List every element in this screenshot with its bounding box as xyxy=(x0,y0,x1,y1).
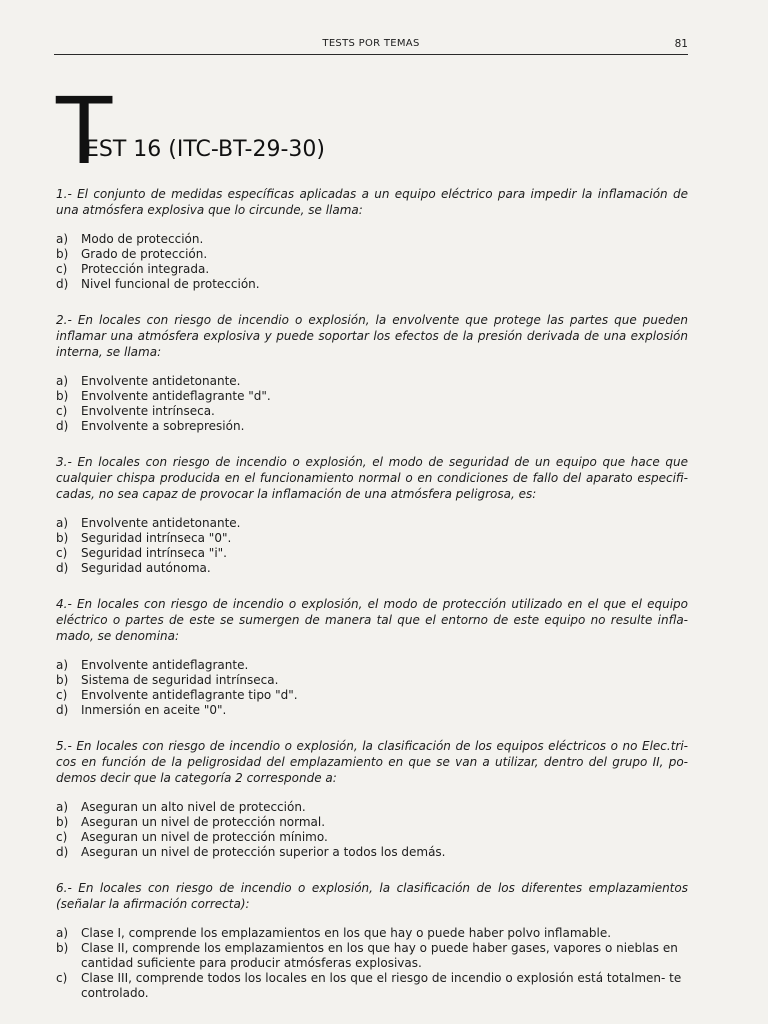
option-letter: c) xyxy=(56,404,68,418)
option-letter: c) xyxy=(56,262,68,276)
option-c xyxy=(56,971,688,1001)
option-text: Clase II, comprende los emplazamientos en los que hay o puede haber gases, vapores o nieblas en cantidad suficiente para producir atmósferas explosivas. xyxy=(81,941,678,970)
option-list xyxy=(56,232,688,292)
spacer xyxy=(56,292,688,312)
option-text: Envolvente antidetonante. xyxy=(81,516,241,530)
option-c xyxy=(56,688,688,703)
option-text: Seguridad intrínseca "0". xyxy=(81,531,232,545)
option-d xyxy=(56,703,688,718)
option-text: Aseguran un nivel de protección superior a todos los demás. xyxy=(81,845,446,859)
running-header-title: TESTS POR TEMAS xyxy=(322,38,420,49)
option-letter: a) xyxy=(56,658,69,672)
option-letter: b) xyxy=(56,673,69,687)
option-text: Envolvente antidetonante. xyxy=(81,374,241,388)
option-letter: a) xyxy=(56,374,69,388)
option-letter: b) xyxy=(56,247,69,261)
option-letter: c) xyxy=(56,546,68,560)
option-c xyxy=(56,830,688,845)
option-text: Clase III, comprende todos los locales en los que el riesgo de incendio o explosión está totalmen- te controlado. xyxy=(81,971,682,1000)
option-text: Grado de protección. xyxy=(81,247,208,261)
option-letter: d) xyxy=(56,419,69,433)
option-letter: b) xyxy=(56,389,69,403)
option-text: Envolvente intrínseca. xyxy=(81,404,215,418)
option-letter: d) xyxy=(56,277,69,291)
question-stem xyxy=(56,596,688,644)
option-b xyxy=(56,531,688,546)
questions-list xyxy=(56,186,688,1001)
option-letter: c) xyxy=(56,830,68,844)
option-letter: d) xyxy=(56,845,69,859)
option-text: Envolvente antideflagrante tipo "d". xyxy=(81,688,298,702)
page-number: 81 xyxy=(674,38,688,50)
question-5 xyxy=(56,738,688,860)
option-list xyxy=(56,800,688,860)
question-text: En locales con riesgo de incendio o explosión, la envolvente que protege las partes que pueden inflamar una atmósfera explosiva y puede soportar los efectos de la presión derivada de una explosión interna, se llama: xyxy=(56,313,688,359)
question-stem xyxy=(56,312,688,360)
option-b xyxy=(56,389,688,404)
option-text: Inmersión en aceite "0". xyxy=(81,703,227,717)
option-b xyxy=(56,941,688,971)
option-letter: b) xyxy=(56,531,69,545)
option-text: Seguridad autónoma. xyxy=(81,561,211,575)
question-number: 4.- xyxy=(56,597,72,611)
question-stem xyxy=(56,454,688,502)
option-letter: b) xyxy=(56,941,69,955)
option-b xyxy=(56,673,688,688)
option-letter: d) xyxy=(56,703,69,717)
title-drop-cap: T xyxy=(56,78,113,185)
question-1 xyxy=(56,186,688,292)
question-text: En locales con riesgo de incendio o explosión, la clasificación de los equipos eléctricos o no Elec.tri- cos en función de la peligrosidad del emplazamiento en que se van a utilizar, dentro del grupo II, po- demos decir que la categoría 2 corresponde a: xyxy=(56,739,688,785)
option-list xyxy=(56,926,688,1001)
question-number: 6.- xyxy=(56,881,72,895)
option-list xyxy=(56,374,688,434)
question-stem xyxy=(56,880,688,912)
question-text: El conjunto de medidas específicas aplicadas a un equipo eléctrico para impedir la inflamación de una atmósfera explosiva que lo circunde, se llama: xyxy=(56,187,688,217)
option-text: Aseguran un alto nivel de protección. xyxy=(81,800,306,814)
option-d xyxy=(56,277,688,292)
test-title xyxy=(56,78,656,185)
option-d xyxy=(56,845,688,860)
question-number: 1.- xyxy=(56,187,72,201)
option-text: Clase I, comprende los emplazamientos en los que hay o puede haber polvo inflamable. xyxy=(81,926,612,940)
question-3 xyxy=(56,454,688,576)
question-stem xyxy=(56,738,688,786)
option-list xyxy=(56,516,688,576)
option-a xyxy=(56,800,688,815)
option-text: Protección integrada. xyxy=(81,262,210,276)
question-number: 5.- xyxy=(56,739,72,753)
question-4 xyxy=(56,596,688,718)
option-text: Envolvente a sobrepresión. xyxy=(81,419,245,433)
question-text: En locales con riesgo de incendio o explosión, el modo de seguridad de un equipo que hace que cualquier chispa producida en el funcionamiento normal o en condiciones de fallo del aparato especifi- cadas, no sea capaz de provocar la inflamación de una atmósfera peligrosa, es: xyxy=(56,455,688,501)
option-list xyxy=(56,658,688,718)
option-letter: a) xyxy=(56,232,69,246)
option-letter: b) xyxy=(56,815,69,829)
option-letter: c) xyxy=(56,971,68,985)
option-text: Seguridad intrínseca "i". xyxy=(81,546,227,560)
option-a xyxy=(56,658,688,673)
option-text: Nivel funcional de protección. xyxy=(81,277,260,291)
option-d xyxy=(56,419,688,434)
option-c xyxy=(56,404,688,419)
option-text: Envolvente antideflagrante "d". xyxy=(81,389,271,403)
option-b xyxy=(56,247,688,262)
option-c xyxy=(56,262,688,277)
option-b xyxy=(56,815,688,830)
option-text: Aseguran un nivel de protección mínimo. xyxy=(81,830,328,844)
option-c xyxy=(56,546,688,561)
option-text: Modo de protección. xyxy=(81,232,204,246)
option-text: Envolvente antideflagrante. xyxy=(81,658,249,672)
option-letter: a) xyxy=(56,516,69,530)
option-a xyxy=(56,374,688,389)
option-d xyxy=(56,561,688,576)
option-a xyxy=(56,232,688,247)
spacer xyxy=(56,434,688,454)
question-6 xyxy=(56,880,688,1001)
question-stem xyxy=(56,186,688,218)
spacer xyxy=(56,860,688,880)
question-number: 2.- xyxy=(56,313,72,327)
option-letter: c) xyxy=(56,688,68,702)
spacer xyxy=(56,718,688,738)
question-number: 3.- xyxy=(56,455,72,469)
option-a xyxy=(56,926,688,941)
page-header xyxy=(54,38,688,55)
option-letter: a) xyxy=(56,800,69,814)
title-text: EST 16 (ITC-BT-29-30) xyxy=(85,137,325,162)
option-letter: a) xyxy=(56,926,69,940)
spacer xyxy=(56,576,688,596)
question-text: En locales con riesgo de incendio o explosión, la clasificación de los diferentes emplazamientos (señalar la afirmación correcta): xyxy=(56,881,688,911)
question-text: En locales con riesgo de incendio o explosión, el modo de protección utilizado en el que el equipo eléctrico o partes de este se sumergen de manera tal que el entorno de este equipo no resulte infla- mado, se denomina: xyxy=(56,597,688,643)
option-text: Aseguran un nivel de protección normal. xyxy=(81,815,326,829)
option-a xyxy=(56,516,688,531)
option-text: Sistema de seguridad intrínseca. xyxy=(81,673,279,687)
question-2 xyxy=(56,312,688,434)
option-letter: d) xyxy=(56,561,69,575)
